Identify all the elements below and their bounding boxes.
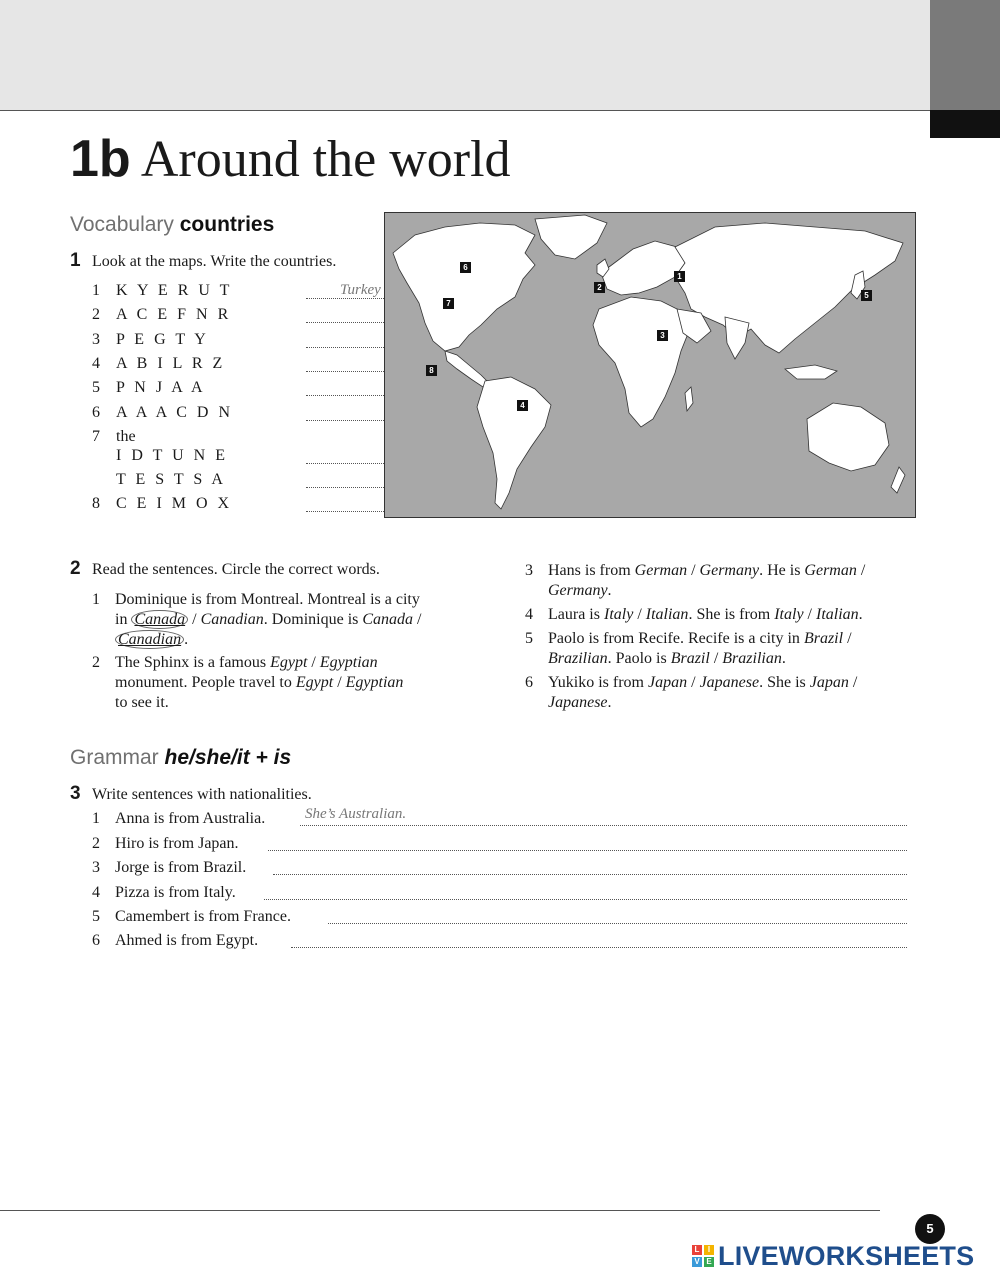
option[interactable]: Japanese [699,674,760,691]
separator: / [803,606,816,623]
item-number: 5 [525,630,533,647]
map-marker-2: 2 [594,282,605,293]
map-marker-3: 3 [657,330,668,341]
scrambled-word: I D T U N E [116,447,228,464]
corner-tab-grey [930,0,1000,110]
item-number: 4 [92,355,100,372]
sentence-text: to see it. [115,694,169,711]
item-number: 4 [92,884,100,901]
option[interactable]: Germany [699,562,760,579]
item-number: 5 [92,379,100,396]
world-map [384,212,916,518]
prompt-text: Ahmed is from Egypt. [115,932,259,949]
vocabulary-heading-label: Vocabulary [70,213,174,236]
map-marker-7: 7 [443,298,454,309]
scrambled-word: P E G T Y [116,331,209,348]
option[interactable]: Japan [809,674,849,691]
unit-title: Around the world [140,131,511,188]
separator: / [856,562,866,579]
logo-letter: V [692,1257,702,1267]
separator: / [843,630,852,647]
separator: / [848,674,858,691]
option[interactable]: Canada [362,611,414,628]
logo-text: LIVEWORKSHEETS [718,1240,975,1271]
sentence-item [525,605,925,625]
sentence-text: Paolo is from Recife. Recife is a city in [548,630,804,647]
africa-shape [593,297,689,427]
prompt-text: Jorge is from Brazil. [115,859,247,876]
item-number: 2 [92,306,100,323]
liveworksheets-logo[interactable] [692,1240,974,1272]
answer-line[interactable] [264,899,907,900]
option[interactable]: German [634,562,688,579]
prompt-text: Hiro is from Japan. [115,835,239,852]
vocabulary-heading [70,213,274,237]
scrambled-word: A C E F N R [116,306,232,323]
exercise-2-instruction: Read the sentences. Circle the correct words. [92,561,380,578]
asia-shape [675,223,903,353]
footer-rule [0,1210,880,1211]
grammar-heading-topic: he/she/it + is [164,746,292,769]
sentence-item [525,561,925,601]
item-number: 4 [525,606,533,623]
sentence-text: . She is from [688,606,775,623]
option[interactable]: Italian [645,606,689,623]
grammar-item [92,884,907,906]
answer-line[interactable] [300,825,907,826]
option[interactable]: Italian [816,606,859,623]
answer-line[interactable] [291,947,907,948]
answer-line[interactable] [273,874,907,875]
logo-letter: E [704,1257,714,1267]
sentence-text: monument. People travel to [115,674,296,691]
europe-shape [601,241,685,295]
sentence-text: . Dominique is [263,611,363,628]
separator: / [633,606,646,623]
sentence-text: Yukiko is from [548,674,648,691]
grammar-item [92,859,907,881]
sentence-text: . Paolo is [607,650,671,667]
scrambled-word: C E I M O X [116,495,233,512]
scrambled-word: K Y E R U T [116,282,233,299]
indonesia-shape [785,365,837,379]
item-number: 3 [92,331,100,348]
separator: / [333,674,346,691]
option[interactable]: Egyptian [345,674,404,691]
sentence-item [92,653,492,713]
separator: / [188,611,201,628]
new-zealand-shape [891,467,905,493]
exercise-3-number: 3 [70,783,81,804]
sentence-text: Laura is [548,606,604,623]
option[interactable]: Japanese [548,694,608,711]
greenland-shape [535,215,607,259]
item-number: 2 [92,835,100,852]
world-map-graphic [385,213,916,518]
separator: / [307,654,320,671]
sentence-text: Dominique is from Montreal. Montreal is a city [115,591,420,608]
corner-tab-black [930,110,1000,138]
madagascar-shape [685,387,693,411]
australia-shape [807,403,889,471]
separator: / [687,562,700,579]
map-marker-4: 4 [517,400,528,411]
map-marker-8: 8 [426,365,437,376]
logo-mark-icon [692,1245,714,1267]
scrambled-word: T E S T S A [116,471,226,488]
sentence-item [525,673,925,713]
scrambled-word: P N J A A [116,379,206,396]
separator: / [687,674,700,691]
item-number: 6 [92,932,100,949]
sentence-text: . He is [759,562,805,579]
prompt-text: Camembert is from France. [115,908,291,925]
central-america-shape [445,351,489,387]
sentence-text: The Sphinx is a famous [115,654,271,671]
prompt-text: Anna is from Australia. [115,810,266,827]
scrambled-word: A A A C D N [116,404,234,421]
option[interactable]: Brazil [803,630,844,647]
sentence-text: . [781,650,786,667]
item-number: 6 [92,404,100,421]
grammar-item [92,908,907,930]
unit-number: 1b [70,130,131,188]
option[interactable]: Japan [648,674,688,691]
grammar-heading [70,746,291,770]
option-circled[interactable]: Canada [131,610,188,629]
item-number: 5 [92,908,100,925]
north-america-shape [393,223,535,351]
sentence-item [525,629,925,669]
answer-line[interactable] [268,850,907,851]
answer-text: She’s Australian. [305,806,407,822]
item-number: 8 [92,495,100,512]
separator: / [709,650,723,667]
scrambled-word: A B I L R Z [116,355,226,372]
item-number: 1 [92,591,100,608]
option[interactable]: Egypt [270,654,308,671]
sentence-item [92,590,492,650]
sentence-text: Hans is from [548,562,635,579]
item-number: 6 [525,674,533,691]
exercise-1-number: 1 [70,250,81,271]
sentence-text: . [858,606,863,623]
exercise-2-number: 2 [70,558,81,579]
option[interactable]: Canadian [200,611,264,628]
south-america-shape [477,377,551,509]
item-number: 1 [92,282,100,299]
header-band [0,0,930,111]
answer-text: Turkey [340,282,381,298]
answer-line[interactable] [328,923,907,924]
prompt-text: Pizza is from Italy. [115,884,236,901]
sentence-text: in [115,611,132,628]
sentence-text: . [607,694,612,711]
option[interactable]: Egyptian [319,654,378,671]
grammar-item [92,835,907,857]
sentence-text: . [607,582,612,599]
item-number: 3 [525,562,533,579]
option[interactable]: Brazil [670,650,710,667]
option[interactable]: Brazilian [548,650,608,667]
grammar-item [92,932,907,954]
option[interactable]: Italy [603,606,634,623]
map-marker-6: 6 [460,262,471,273]
option[interactable]: Germany [548,582,608,599]
item-number: 1 [92,810,100,827]
map-marker-5: 5 [861,290,872,301]
exercise-1-instruction: Look at the maps. Write the countries. [92,253,337,270]
sentence-text: . [184,631,189,648]
grammar-heading-label: Grammar [70,746,159,769]
option[interactable]: Italy [774,606,804,623]
logo-letter: I [704,1245,714,1255]
option[interactable]: Egypt [295,674,334,691]
option[interactable]: Brazilian [722,650,782,667]
option[interactable]: German [804,562,857,579]
item-number: 3 [92,859,100,876]
page-number: 5 [915,1214,945,1244]
exercise-3-instruction: Write sentences with nationalities. [92,786,312,803]
scrambled-word: the [116,428,136,445]
grammar-item [92,806,907,832]
logo-letter: L [692,1245,702,1255]
sentence-text: . She is [759,674,810,691]
separator: / [413,611,422,628]
option-circled[interactable]: Canadian [115,630,184,649]
vocabulary-heading-topic: countries [179,213,275,236]
page-title [70,128,511,191]
map-marker-1: 1 [674,271,685,282]
item-number: 2 [92,654,100,671]
item-number: 7 [92,428,100,445]
india-shape [725,317,749,359]
